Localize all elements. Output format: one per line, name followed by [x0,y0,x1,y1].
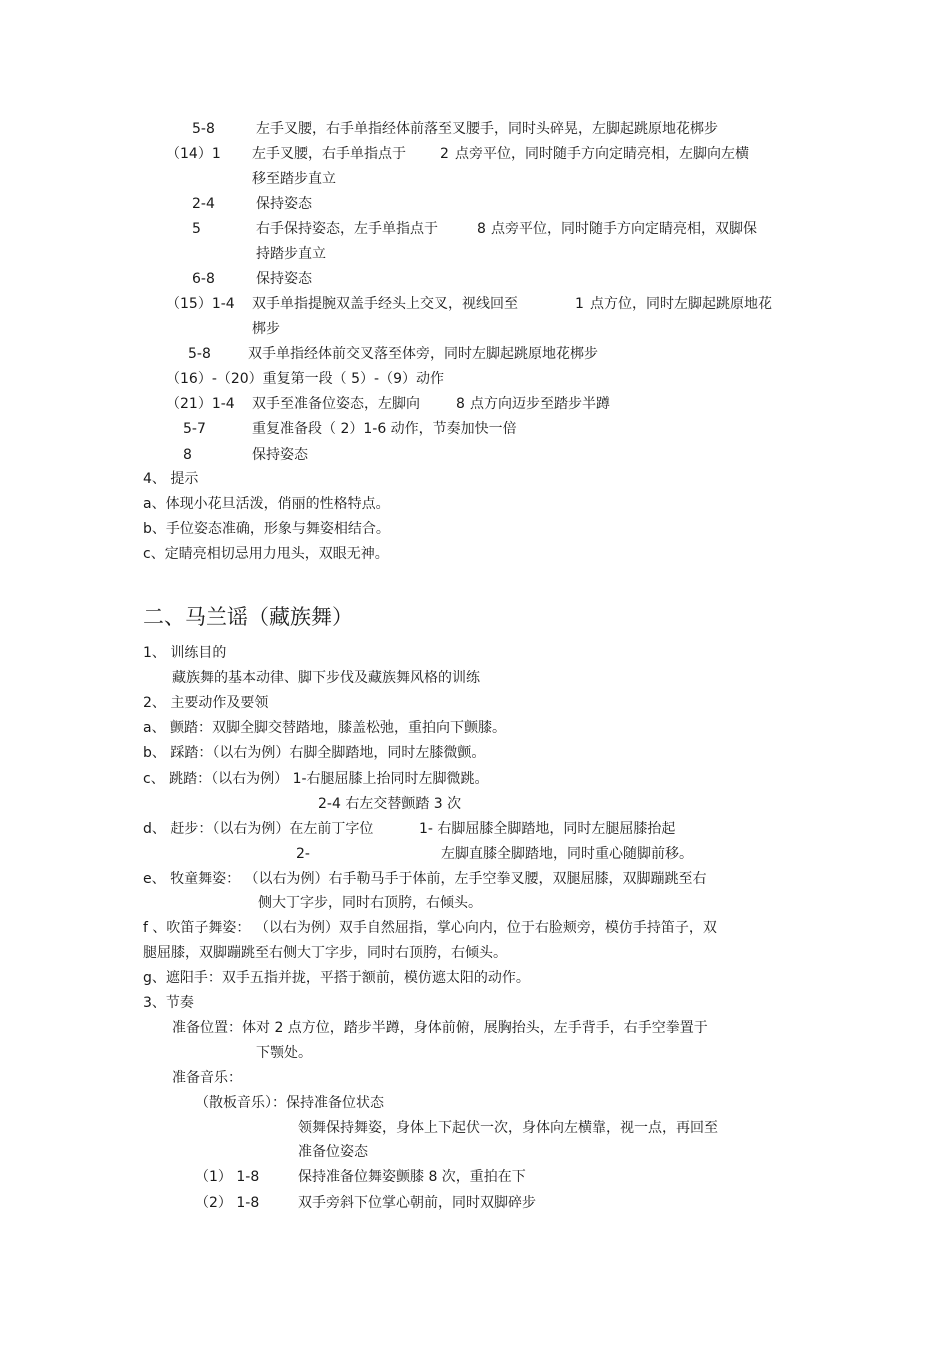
step-21-8-text: 保持姿态 [252,447,308,463]
training-purpose-text: 藏族舞的基本动律、脚下步伐及藏族舞风格的训练 [172,670,480,686]
step-14-count: （14）1 [166,146,221,162]
step-21-text-a: 双手至准备位姿态，左脚向 [252,396,420,412]
music-2-text: 双手旁斜下位掌心朝前，同时双脚碎步 [298,1195,536,1211]
step-21-8-count: 8 [183,447,192,463]
music-2-count: （2） 1-8 [195,1195,260,1211]
step-21-count: （21）1-4 [166,396,235,412]
step-14-5-continuation: 持踏步直立 [256,246,326,262]
step-15-text-b: 点方位，同时左脚起跳原地花 [590,296,772,312]
movement-f: f 、吹笛子舞姿： （以右为例）双手自然屈指，掌心向内，位于右脸颊旁，模仿手持笛子，双 [143,920,717,936]
movement-d-a: d、 赶步：（以右为例）在左前丁字位 [143,821,374,837]
step-14-5-text-a: 右手保持姿态，左手单指点于 [256,221,438,237]
step-14-2-4-text: 保持姿态 [256,196,312,212]
movement-d-line2-count: 2- [296,846,310,862]
movement-a: a、 颤踏：双脚全脚交替踏地，膝盖松弛，重拍向下颤膝。 [143,720,507,736]
prep-position: 准备位置：体对 2 点方位，踏步半蹲，身体前俯，展胸抬头，左手背手，右手空拳置于 [172,1020,708,1036]
step-21-text-b: 点方向迈步至踏步半蹲 [470,396,610,412]
loose-meter-continuation-2: 准备位姿态 [298,1144,368,1160]
heading-training-purpose: 1、 训练目的 [143,645,227,661]
step-15-5-8-text: 双手单指经体前交叉落至体旁，同时左脚起跳原地花梆步 [248,346,598,362]
step-15-continuation: 梆步 [252,321,280,337]
step-15-count: （15）1-4 [166,296,235,312]
movement-b: b、 踩踏：（以右为例）右脚全脚踏地，同时左膝微颤。 [143,745,486,761]
movement-d-b: 1- 右脚屈膝全脚踏地，同时左腿屈膝抬起 [419,821,676,837]
step-14-value: 2 [440,146,449,162]
step-21-5-7-count: 5-7 [183,421,206,437]
step-21-5-7-text: 重复准备段（ 2）1-6 动作，节奏加快一倍 [252,421,517,437]
step-14-6-8-count: 6-8 [192,271,215,287]
tips-heading: 4、 提示 [143,471,199,487]
music-1-text: 保持准备位舞姿颤膝 8 次，重拍在下 [298,1169,526,1185]
tip-c: c、定睛亮相切忌用力甩头，双眼无神。 [143,546,389,562]
music-1-count: （1） 1-8 [195,1169,260,1185]
heading-rhythm: 3、节奏 [143,995,194,1011]
step-13-5-8-text: 左手叉腰，右手单指经体前落至叉腰手，同时头碎晃，左脚起跳原地花梆步 [256,121,718,137]
step-21-value: 8 [456,396,465,412]
step-15-text-a: 双手单指提腕双盖手经头上交叉，视线回至 [252,296,518,312]
step-14-text-a: 左手叉腰，右手单指点于 [252,146,406,162]
step-15-5-8-count: 5-8 [188,346,211,362]
step-14-continuation: 移至踏步直立 [252,171,336,187]
tip-b: b、手位姿态准确，形象与舞姿相结合。 [143,521,390,537]
step-14-2-4-count: 2-4 [192,196,215,212]
heading-main-movements: 2、 主要动作及要领 [143,695,269,711]
step-14-5-value: 8 [477,221,486,237]
prep-music: 准备音乐： [172,1070,242,1086]
movement-d-line2-text: 左脚直膝全脚踏地，同时重心随脚前移。 [441,846,693,862]
section-2-title: 二、马兰谣（藏族舞） [143,605,353,629]
movement-c: c、 跳踏：（以右为例） 1-右腿屈膝上抬同时左脚微跳。 [143,771,489,787]
step-15-value: 1 [575,296,584,312]
movement-f-continuation: 腿屈膝，双脚蹦跳至右侧大丁字步，同时右顶胯，右倾头。 [143,945,507,961]
movement-e: e、 牧童舞姿： （以右为例）右手勒马手于体前，左手空拳叉腰，双腿屈膝，双脚蹦跳至右 [143,871,707,887]
step-14-5-text-b: 点旁平位，同时随手方向定睛亮相，双脚保 [491,221,757,237]
step-14-text-b: 点旁平位，同时随手方向定睛亮相，左脚向左横 [455,146,749,162]
movement-e-continuation: 侧大丁字步，同时右顶胯，右倾头。 [258,895,482,911]
loose-meter-music: （散板音乐）：保持准备位状态 [195,1095,384,1111]
prep-position-continuation: 下颚处。 [256,1045,312,1061]
loose-meter-continuation-1: 领舞保持舞姿，身体上下起伏一次，身体向左横靠，视一点，再回至 [298,1120,718,1136]
step-16-20-text: （16）-（20）重复第一段（ 5）-（9）动作 [166,371,444,387]
step-14-5-count: 5 [192,221,201,237]
step-14-6-8-text: 保持姿态 [256,271,312,287]
movement-c-line2: 2-4 右左交替颤踏 3 次 [318,796,462,812]
movement-g: g、遮阳手：双手五指并拢，平搭于额前，模仿遮太阳的动作。 [143,970,530,986]
step-13-5-8-count: 5-8 [192,121,215,137]
tip-a: a、体现小花旦活泼，俏丽的性格特点。 [143,496,390,512]
